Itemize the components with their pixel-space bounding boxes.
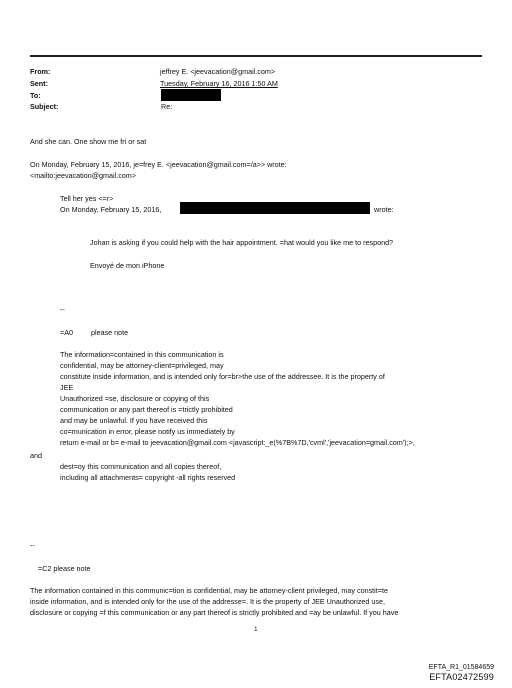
a0-marker: =A0	[60, 328, 73, 337]
message-line: And she can. One show me fri or sat	[30, 137, 147, 146]
disclaimer-line: The information contained in this communic=tion is confidential, may be attorney-client privileged, may constit=te	[30, 586, 388, 595]
disclaimer-line: Unauthorized =se, disclosure or copying of this	[60, 394, 210, 403]
disclaimer-line: return e-mail or b= e-mail to jeevacation@gmail.com <javascript:_e(%7B%7D,'cvml','jeevacation=gmail.com');>,	[60, 438, 415, 447]
johan-message: Johan is asking if you could help with the hair appointment. =hat would you like me to respond?	[90, 238, 394, 247]
disclaimer-line: disclosure or copying =f this communication or any part thereof is strictly prohibited and =ay be unlawful. If you have	[30, 608, 399, 617]
separator-dashes: --	[60, 305, 65, 314]
disclaimer-line: dest=oy this communication and all copies thereof,	[60, 462, 222, 471]
quote-header-1-mailto: <mailto:jeevacation@gmail.com>	[30, 171, 136, 180]
separator-dashes: --	[30, 541, 35, 550]
redaction-to	[161, 89, 221, 101]
to-label: To:	[30, 91, 41, 100]
redaction-sender	[180, 202, 370, 214]
subject-label: Subject:	[30, 102, 59, 111]
disclaimer-line: including all attachments= copyright -all rights reserved	[60, 473, 236, 482]
quote-header-1: On Monday, February 15, 2016, je=frey E. <jeevacation@gmail.com=/a>> wrote:	[30, 160, 287, 169]
disclaimer-line: constitute inside information, and is intended only for=br>the use of the addressee. It is the property of	[60, 372, 385, 381]
bates-number-1: EFTA_R1_01584659	[428, 664, 494, 671]
quote-header-2-suffix: wrote:	[374, 205, 394, 214]
signature-line: Envoyé de mon iPhone	[90, 261, 165, 270]
disclaimer-line: JEE	[60, 383, 74, 392]
tell-her-line: Tell her yes <=r>	[60, 194, 114, 203]
disclaimer-line: and may be unlawful. If you have received this	[60, 416, 208, 425]
header-divider	[30, 55, 482, 57]
subject-value: Re:	[161, 102, 173, 111]
please-note-1: please note	[91, 328, 129, 337]
disclaimer-line: confidential, may be attorney-client=privileged, may	[60, 361, 224, 370]
from-value: jeffrey E. <jeevacation@gmail.com>	[160, 67, 276, 76]
disclaimer-line: co=munication in error, please notify us immediately by	[60, 427, 235, 436]
please-note-2: =C2 please note	[38, 564, 91, 573]
sent-label: Sent:	[30, 79, 48, 88]
disclaimer-line: communication or any part thereof is =trictly prohibited	[60, 405, 233, 414]
and-line: and	[30, 451, 42, 460]
from-label: From:	[30, 67, 51, 76]
quote-header-2-prefix: On Monday, February 15, 2016,	[60, 205, 162, 214]
bates-number-2: EFTA02472599	[429, 672, 494, 682]
disclaimer-line: inside information, and is intended only for the use of the addresse=. It is the property of JEE Unauthorized use,	[30, 597, 385, 606]
sent-value: Tuesday, February 16, 2016 1:50 AM	[160, 79, 278, 88]
page-number: 1	[254, 626, 258, 633]
disclaimer-line: The information=contained in this communication is	[60, 350, 224, 359]
